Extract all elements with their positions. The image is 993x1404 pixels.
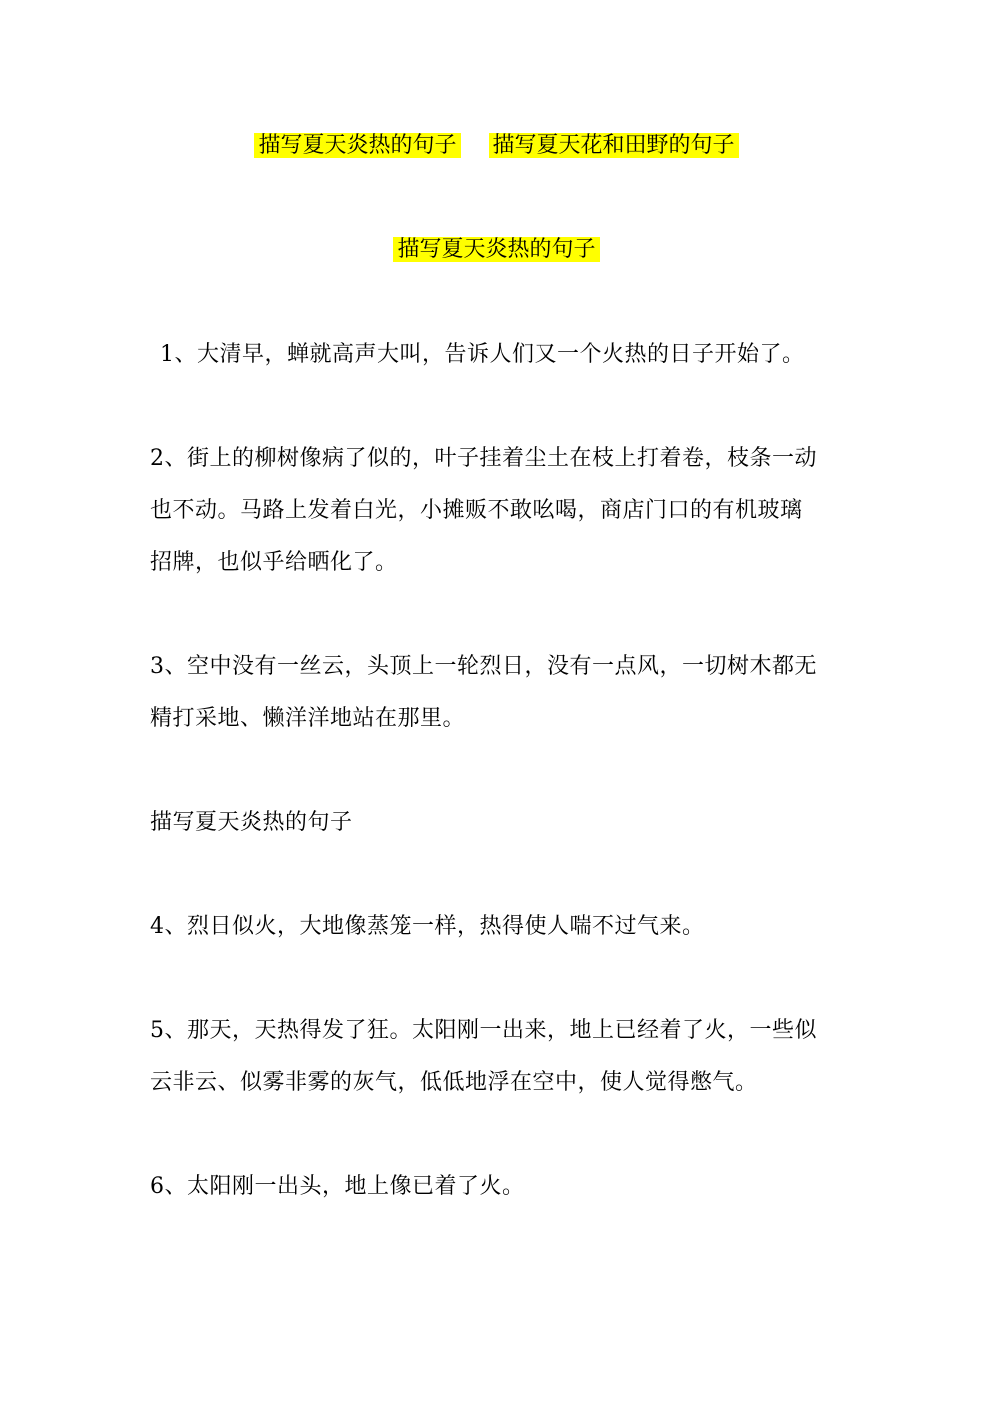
paragraph-1-line-1: 1、大清早，蝉就高声大叫，告诉人们又一个火热的日子开始了。 (160, 342, 805, 367)
paragraph-3-line-1: 3、空中没有一丝云，头顶上一轮烈日，没有一点风，一切树木都无 (150, 654, 817, 679)
title-left: 描写夏天炎热的句子 (254, 133, 460, 158)
paragraph-2-line-3: 招牌，也似乎给晒化了。 (150, 550, 398, 575)
subtitle-row (0, 234, 993, 266)
paragraph-5-line-2: 云非云、似雾非雾的灰气，低低地浮在空中，使人觉得憋气。 (150, 1070, 758, 1095)
subtitle: 描写夏天炎热的句子 (393, 237, 599, 262)
paragraph-2-line-2: 也不动。马路上发着白光，小摊贩不敢吆喝，商店门口的有机玻璃 (150, 498, 803, 523)
section-heading: 描写夏天炎热的句子 (150, 810, 353, 835)
paragraph-2-line-1: 2、街上的柳树像病了似的，叶子挂着尘土在枝上打着卷，枝条一动 (150, 446, 817, 471)
paragraph-3-line-2: 精打采地、懒洋洋地站在那里。 (150, 706, 466, 731)
title-right: 描写夏天花和田野的句子 (489, 133, 739, 158)
paragraph-5-line-1: 5、那天，天热得发了狂。太阳刚一出来，地上已经着了火，一些似 (150, 1018, 817, 1043)
paragraph-4-line-1: 4、烈日似火，大地像蒸笼一样，热得使人喘不过气来。 (150, 914, 705, 939)
paragraph-6-line-1: 6、太阳刚一出头，地上像已着了火。 (150, 1174, 525, 1199)
title-row (0, 130, 993, 162)
